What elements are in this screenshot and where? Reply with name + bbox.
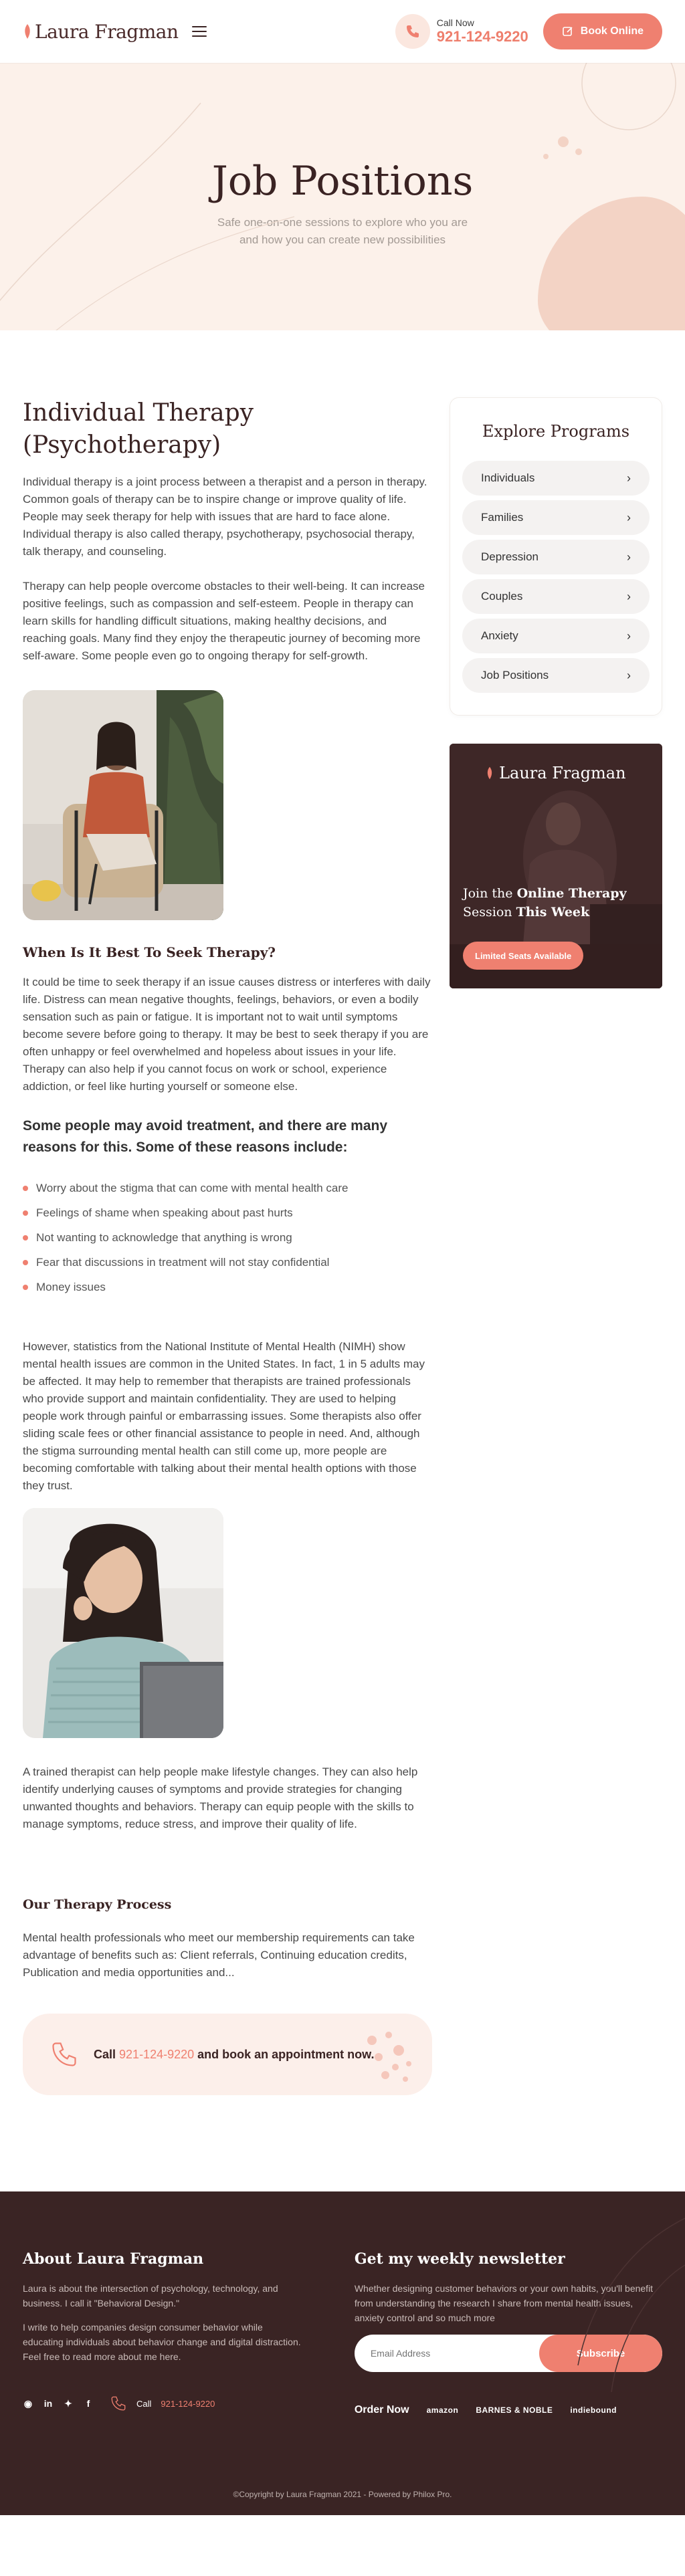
call-now[interactable]: [395, 14, 528, 49]
bullet-icon: [23, 1210, 28, 1216]
linkedin-icon[interactable]: in: [43, 2398, 53, 2409]
program-item-individuals[interactable]: Individuals ›: [462, 461, 650, 496]
decorative-lines: [484, 2191, 685, 2392]
chevron-right-icon: ›: [627, 668, 631, 682]
order-now: [355, 2404, 662, 2416]
order-now-label: Order Now: [354, 2404, 409, 2416]
sidebar: [450, 397, 662, 2095]
about-paragraph-1: Laura is about the intersection of psychology, technology, and business. I call it "Behavioral Design.": [23, 2283, 278, 2309]
site-logo[interactable]: [23, 21, 179, 43]
program-item-couples[interactable]: Couples ›: [462, 579, 650, 614]
paragraph-process: Mental health professionals who meet our membership requirements can take advantage of benefits such as: Client referrals, Continuing education credits, Publication and media opportunities and...: [23, 1931, 415, 1979]
therapy-photo-woman-chair: [23, 690, 223, 920]
programs-title: Explore Programs: [482, 422, 630, 441]
program-item-depression[interactable]: Depression ›: [462, 540, 650, 574]
chevron-right-icon: ›: [627, 471, 631, 485]
list-item: Feelings of shame when speaking about past hurts: [23, 1200, 432, 1225]
leaf-logo-icon: [486, 766, 494, 780]
menu-icon[interactable]: [192, 26, 207, 37]
subscribe-button[interactable]: Subscribe: [539, 2335, 662, 2372]
phone-icon: [395, 14, 430, 49]
about-paragraph-2: I write to help companies design consumer behavior while educating individuals about behavior change and digital distraction. Feel free to read more about me here.: [23, 2322, 301, 2362]
chevron-right-icon: ›: [627, 510, 631, 524]
amazon-logo[interactable]: amazon: [426, 2405, 459, 2415]
decorative-dots: [359, 2027, 419, 2087]
barnes-noble-logo[interactable]: BARNES & NOBLE: [476, 2405, 553, 2415]
limited-seats-button[interactable]: Limited Seats Available: [463, 942, 583, 970]
social-links: [23, 2395, 305, 2412]
paragraph-when: It could be time to seek therapy if an issue causes distress or interferes with daily life. Distress can mean negative thoughts, feelings, behaviors, or even a bodily sensation such as pain or fatigue. It is important not to wait until symptoms become severe before going to therapy. It may be best to seek therapy if you are often unhappy or feel overwhelmed and hopeless about issues in your life. Therapy can also help if you cannot focus on work or school, experience addiction, or feel like hurting yourself or someone else.: [23, 976, 431, 1093]
paragraph-statistics: However, statistics from the National Institute of Mental Health (NIMH) show mental health issues are common in the United States. In fact, 1 in 5 adults may be affected. It may help to remember that therapists are trained professionals who provide support and maintain confidentiality. They are used to helping people work through painful or embarrassing issues. Some therapists also offer sliding scale fees or other financial assistance to people in need. And, although the stigma surrounding mental health can still come up, more people are becoming comfortable with talking about their mental health options with those they trust.: [23, 1340, 425, 1492]
paragraph-intro: Individual therapy is a joint process between a therapist and a person in therapy. Common goals of therapy can be to inspire change or improve quality of life. People may seek therapy for help with issues that are hard to face alone. Individual therapy is also called therapy, psychotherapy, psychosocial therapy, talk therapy, and counseling.: [23, 475, 427, 558]
main-content: [0, 330, 685, 2095]
call-now-phone: 921-124-9220: [436, 28, 528, 45]
article-title: Individual Therapy (Psychotherapy): [23, 399, 254, 459]
facebook-icon[interactable]: f: [86, 2398, 90, 2409]
hero-subtitle: Safe one-on-one sessions to explore who you are and how you can create new possibilities: [217, 216, 468, 246]
newsletter-title: Get my weekly newsletter: [354, 2250, 565, 2268]
footer-call-phone[interactable]: 921-124-9220: [161, 2398, 215, 2409]
bullet-icon: [23, 1186, 28, 1191]
therapy-photo-woman-laptop: [23, 1508, 223, 1738]
reddit-icon[interactable]: ◉: [23, 2397, 33, 2409]
when-to-seek-heading: When Is It Best To Seek Therapy?: [23, 944, 276, 960]
list-item: Not wanting to acknowledge that anything is wrong: [23, 1225, 432, 1250]
hero-banner: [0, 63, 685, 330]
promo-title: Join the Online Therapy Session This Week: [463, 886, 627, 920]
about-title: About Laura Fragman: [23, 2250, 204, 2268]
cta-phone: 921-124-9220: [119, 2047, 195, 2061]
explore-programs-card: [450, 397, 662, 716]
site-footer: [0, 2191, 685, 2515]
paragraph-benefits: Therapy can help people overcome obstacles to their well-being. It can increase positive feelings, such as compassion and self-esteem. People in therapy can learn skills for handling difficult situations, making healthy decisions, and reaching goals. Many find they enjoy the therapeutic journey of becoming more self-aware. Some people even go to ongoing therapy for self-growth.: [23, 580, 425, 662]
list-item: Worry about the stigma that can come with mental health care: [23, 1176, 432, 1200]
program-item-anxiety[interactable]: Anxiety ›: [462, 619, 650, 653]
book-online-button[interactable]: [543, 13, 662, 49]
indiebound-logo[interactable]: indiebound: [570, 2405, 617, 2415]
footer-call-label: Call: [136, 2398, 152, 2409]
book-online-label: Book Online: [580, 25, 644, 37]
phone-outline-icon: [110, 2395, 127, 2412]
footer-about: [23, 2250, 305, 2416]
leaf-logo-icon: [23, 23, 32, 40]
call-now-label: Call Now: [436, 17, 474, 28]
bullet-icon: [23, 1285, 28, 1290]
logo-text: Laura Fragman: [35, 20, 179, 43]
article: [23, 397, 432, 2095]
online-therapy-promo[interactable]: [450, 744, 662, 988]
reasons-list: [23, 1176, 432, 1299]
cta-text: Call 921-124-9220 and book an appointment now.: [94, 2047, 375, 2061]
list-item: Fear that discussions in treatment will not stay confidential: [23, 1250, 432, 1275]
chevron-right-icon: ›: [627, 629, 631, 643]
paragraph-lifestyle: A trained therapist can help people make lifestyle changes. They can also help identify underlying causes of symptoms and provide strategies for changing unwanted thoughts and behaviors. Therapy can equip people with the skills to manage symptoms, reduce stress, and improve their quality of life.: [23, 1765, 418, 1830]
bullet-icon: [23, 1235, 28, 1241]
page-title: Job Positions: [211, 158, 474, 205]
program-item-families[interactable]: Families ›: [462, 500, 650, 535]
newsletter-description: Whether designing customer behaviors or your own habits, you'll benefit from understanding the research I share from mental health issues, anxiety control and so much more: [354, 2283, 654, 2323]
copyright: ©Copyright by Laura Fragman 2021 - Powered by Philox Pro.: [233, 2490, 452, 2499]
reasons-heading: Some people may avoid treatment, and there are many reasons for this. Some of these reasons include:: [23, 1118, 388, 1155]
process-heading: Our Therapy Process: [23, 1897, 172, 1912]
program-item-job-positions[interactable]: Job Positions ›: [462, 658, 650, 693]
list-item: Money issues: [23, 1275, 432, 1299]
promo-logo: Laura Fragman: [450, 764, 662, 782]
site-header: [0, 0, 685, 63]
bullet-icon: [23, 1260, 28, 1265]
twitter-icon[interactable]: ✦: [64, 2397, 72, 2409]
phone-outline-icon: [50, 2040, 79, 2069]
call-cta-banner[interactable]: [23, 2014, 432, 2095]
chevron-right-icon: ›: [627, 550, 631, 564]
edit-icon: [562, 25, 574, 37]
chevron-right-icon: ›: [627, 589, 631, 603]
